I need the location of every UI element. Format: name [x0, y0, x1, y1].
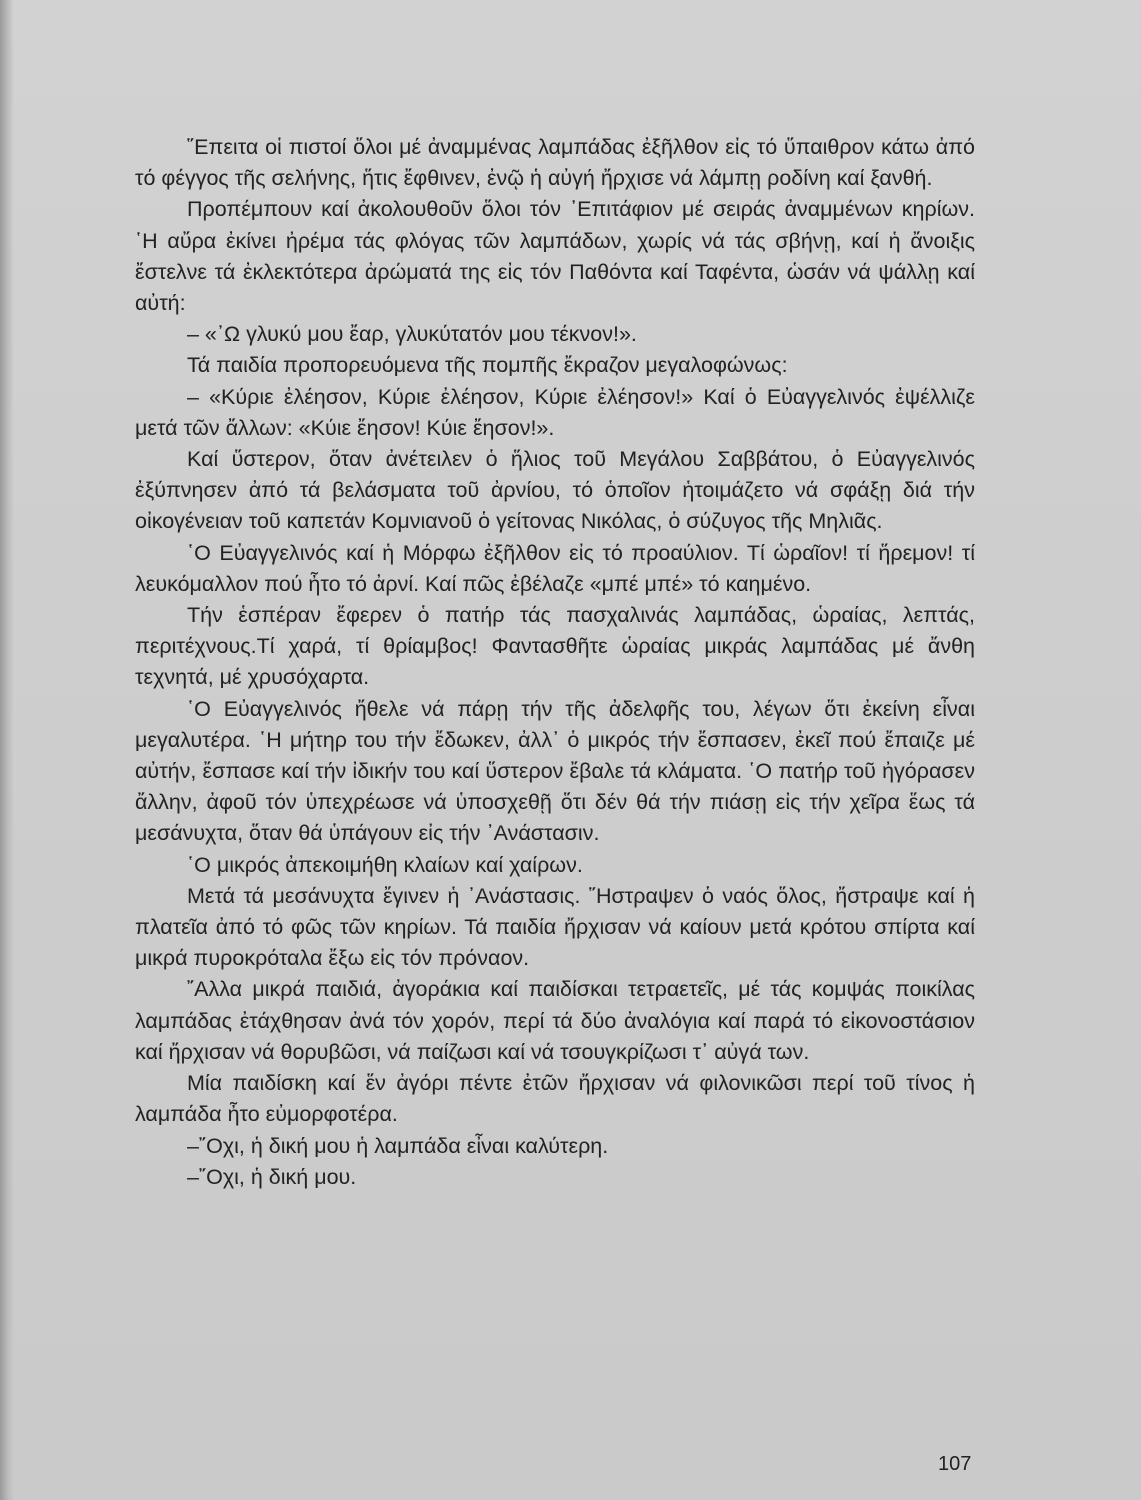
paragraph: –῎Οχι, ἡ δική μου. [187, 1164, 357, 1189]
paragraph: – «Κύριε ἐλέησον, Κύριε ἐλέησον, Κύριε ἐλέησον!» Καί ὁ Εὐαγγελινός ἐψέλλιζε μετά τῶν ἄλλων: «Κύιε ἔησον! Κύιε ἔησον!». [135, 384, 975, 440]
paragraph: Προπέμπουν καί ἀκολουθοῦν ὅλοι τόν ᾿Επιτάφιον μέ σειράς ἀναμμένων κηρίων. ῾Η αὔρα ἐκίνει ἠρέμα τάς φλόγας τῶν λαμπάδων, χωρίς νά τάς σβήνῃ, καί ἡ ἄνοιξις ἔστελνε τά ἐκλεκτότερα ἀρώματά της εἰς τόν Παθόντα καί Ταφέντα, ὡσάν νά ψάλλῃ καί αὐτή: [135, 197, 975, 316]
paragraph: Καί ὕστερον, ὅταν ἀνέτειλεν ὁ ἥλιος τοῦ Μεγάλου Σαββάτου, ὁ Εὐαγγελινός ἐξύπνησεν ἀπό τά βελάσματα τοῦ ἀρνίου, τό ὁποῖον ἡτοιμάζετο νά σφάξῃ διά τήν οἰκογένειαν τοῦ καπετάν Κομνιανοῦ ὁ γείτονας Νικόλας, ὁ σύζυγος τῆς Μηλιᾶς. [135, 447, 975, 534]
paragraph: ῾Ο μικρός ἀπεκοιμήθη κλαίων καί χαίρων. [187, 852, 583, 877]
paragraph: ῞Επειτα οἱ πιστοί ὅλοι μέ ἀναμμένας λαμπάδας ἐξῆλθον εἰς τό ὕπαιθρον κάτω ἀπό τό φέγγος τῆς σελήνης, ἥτις ἔφθινεν, ἐνῷ ἡ αὐγή ἤρχισε νά λάμπῃ ροδίνη καί ξανθή. [135, 135, 975, 191]
paragraph: Τήν ἑσπέραν ἔφερεν ὁ πατήρ τάς πασχαλινάς λαμπάδας, ὡραίας, λεπτάς, περιτέχνους.Τί χαρά, τί θρίαμβος! Φαντασθῆτε ὡραίας μικράς λαμπάδας μέ ἄνθη τεχνητά, μέ χρυσόχαρτα. [135, 603, 975, 690]
paragraph: Τά παιδία προπορευόμενα τῆς πομπῆς ἔκραζον μεγαλοφώνως: [187, 353, 788, 378]
paragraph: – «᾿Ω γλυκύ μου ἔαρ, γλυκύτατόν μου τέκνον!». [187, 322, 637, 347]
page-number: 107 [938, 1453, 972, 1475]
paragraph: ῾Ο Εὐαγγελινός ἤθελε νά πάρῃ τήν τῆς ἀδελφῆς του, λέγων ὅτι ἐκείνη εἶναι μεγαλυτέρα. ῾Η μήτηρ του τήν ἔδωκεν, ἀλλ᾿ ὁ μικρός τήν ἔσπασεν, ἐκεῖ πού ἔπαιζε μέ αὐτήν, ἔσπασε καί τήν ἰδικήν του καί ὕστερον ἔβαλε τά κλάματα. ῾Ο πατήρ τοῦ ἠγόρασεν ἄλλην, ἀφοῦ τόν ὑπεχρέωσε νά ὑποσχεθῇ ὅτι δέν θά τήν πιάσῃ εἰς τήν χεῖρα ἕως τά μεσάνυχτα, ὅταν θά ὑπάγουν εἰς τήν ᾿Ανάστασιν. [135, 696, 975, 846]
paragraph: ῎Αλλα μικρά παιδιά, ἀγοράκια καί παιδίσκαι τετραετεῖς, μέ τάς κομψάς ποικίλας λαμπάδας ἐτάχθησαν ἀνά τόν χορόν, περί τά δύο ἀναλόγια καί παρά τό εἰκονοστάσιον καί ἤρχισαν νά θορυβῶσι, νά παίζωσι καί νά τσουγκρίζωσι τ᾿ αὐγά των. [135, 977, 975, 1064]
paragraph: Μία παιδίσκη καί ἕν ἀγόρι πέντε ἐτῶν ἤρχισαν νά φιλονικῶσι περί τοῦ τίνος ἡ λαμπάδα ἦτο εὐμορφοτέρα. [135, 1071, 975, 1127]
body-text [135, 132, 975, 1193]
paragraph: ῾Ο Εὐαγγελινός καί ἡ Μόρφω ἐξῆλθον εἰς τό προαύλιον. Τί ὡραῖον! τί ἥρεμον! τί λευκόμαλλον πού ἦτο τό ἀρνί. Καί πῶς ἐβέλαζε «μπέ μπέ» τό καημένο. [135, 540, 975, 596]
paragraph: Μετά τά μεσάνυχτα ἔγινεν ἡ ᾿Ανάστασις. ῞Ηστραψεν ὁ ναός ὅλος, ἤστραψε καί ἡ πλατεῖα ἀπό τό φῶς τῶν κηρίων. Τά παιδία ἤρχισαν νά καίουν μετά κρότου σπίρτα καί μικρά πυροκρόταλα ἔξω εἰς τόν πρόναον. [135, 883, 975, 971]
paragraph: –῎Οχι, ἡ δική μου ἡ λαμπάδα εἶναι καλύτερη. [187, 1133, 609, 1158]
